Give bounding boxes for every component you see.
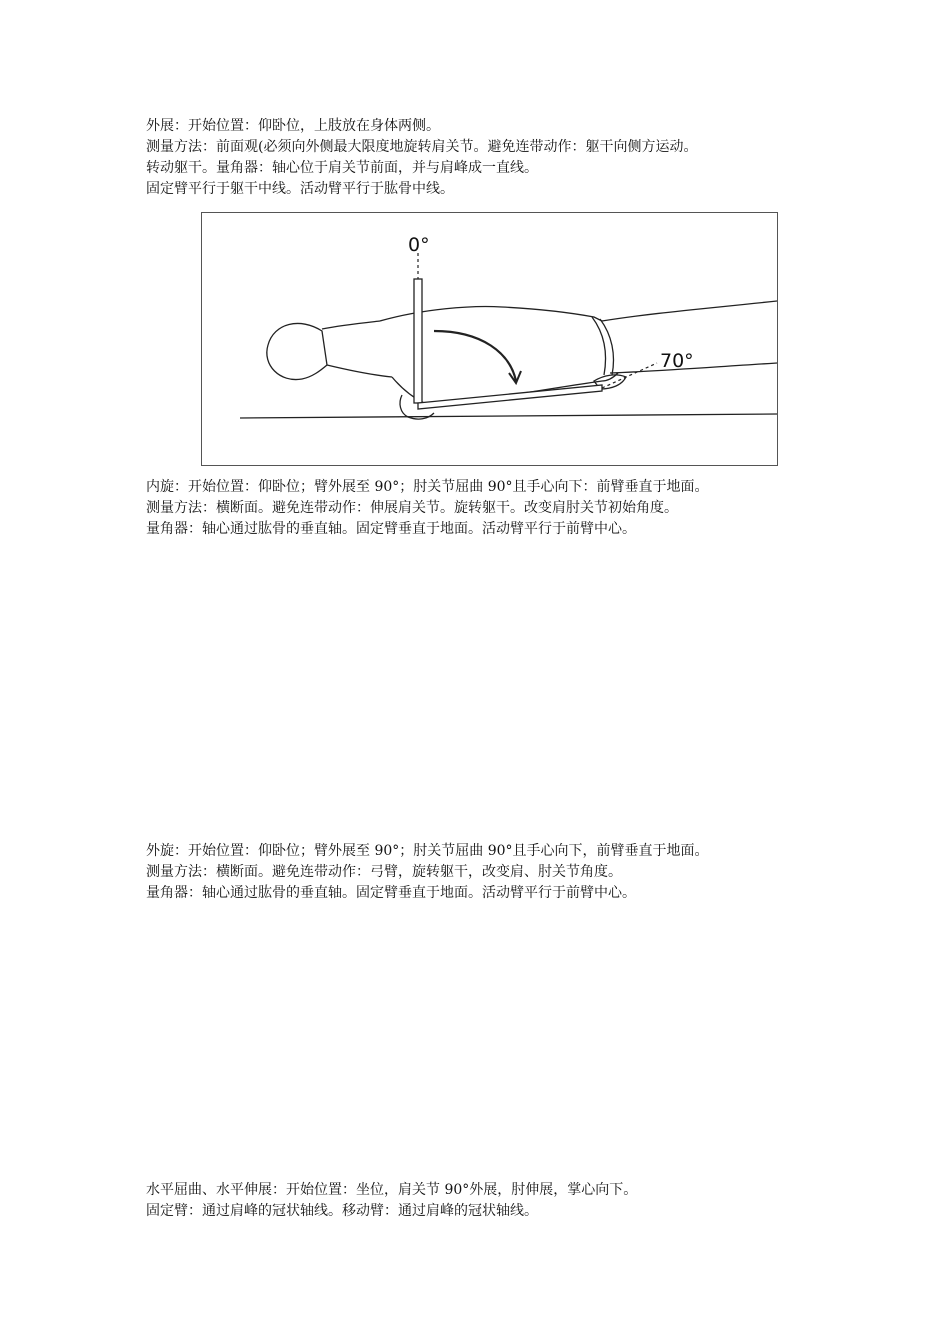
neck-top <box>322 321 380 329</box>
abduction-line-3: 转动躯干。量角器：轴心位于肩关节前面，并与肩峰成一直线。 <box>146 160 538 176</box>
head-outline <box>267 323 327 379</box>
internal-rotation-section <box>146 477 846 540</box>
hip-band-2 <box>600 319 614 375</box>
internal-rotation-line-1: 内旋：开始位置：仰卧位；臂外展至 90°；肘关节屈曲 90°且手心向下：前臂垂直于地面。 <box>146 479 709 495</box>
shoulder-abduction-illustration <box>201 212 778 466</box>
internal-rotation-line-3: 量角器：轴心通过肱骨的垂直轴。固定臂垂直于地面。活动臂平行于前臂中心。 <box>146 521 636 537</box>
external-rotation-section <box>146 841 846 904</box>
angle-start-label: 0° <box>408 234 430 256</box>
abduction-line-4: 固定臂平行于躯干中线。活动臂平行于肱骨中线。 <box>146 181 454 197</box>
abduction-section <box>146 116 846 200</box>
goniometer-moving-arm <box>418 385 602 409</box>
horizontal-line-1: 水平屈曲、水平伸展：开始位置：坐位，肩关节 90°外展，肘伸展，掌心向下。 <box>146 1182 638 1198</box>
abduction-line-2: 测量方法：前面观(必须向外侧最大限度地旋转肩关节。避免连带动作：躯干向侧方运动。 <box>146 139 698 155</box>
internal-rotation-line-2: 测量方法：横断面。避免连带动作：伸展肩关节。旋转躯干。改变肩肘关节初始角度。 <box>146 500 678 516</box>
angle-end-label: 70° <box>660 350 694 372</box>
illustration-drawing <box>202 213 777 465</box>
torso-top <box>380 307 602 321</box>
motion-arc <box>434 331 516 381</box>
table-line <box>240 414 777 418</box>
external-rotation-line-3: 量角器：轴心通过肱骨的垂直轴。固定臂垂直于地面。活动臂平行于前臂中心。 <box>146 885 636 901</box>
hip-band-1 <box>592 317 606 375</box>
goniometer-fixed-arm <box>414 279 422 403</box>
neck-bottom <box>327 365 392 377</box>
legs-top <box>602 301 777 321</box>
external-rotation-line-1: 外旋：开始位置：仰卧位；臂外展至 90°；肘关节屈曲 90°且手心向下，前臂垂直于地面。 <box>146 843 709 859</box>
external-rotation-line-2: 测量方法：横断面。避免连带动作：弓臂，旋转躯干，改变肩、肘关节角度。 <box>146 864 622 880</box>
horizontal-line-2: 固定臂：通过肩峰的冠状轴线。移动臂：通过肩峰的冠状轴线。 <box>146 1203 538 1219</box>
horizontal-section <box>146 1180 846 1222</box>
abduction-line-1: 外展：开始位置：仰卧位，上肢放在身体两侧。 <box>146 118 440 134</box>
